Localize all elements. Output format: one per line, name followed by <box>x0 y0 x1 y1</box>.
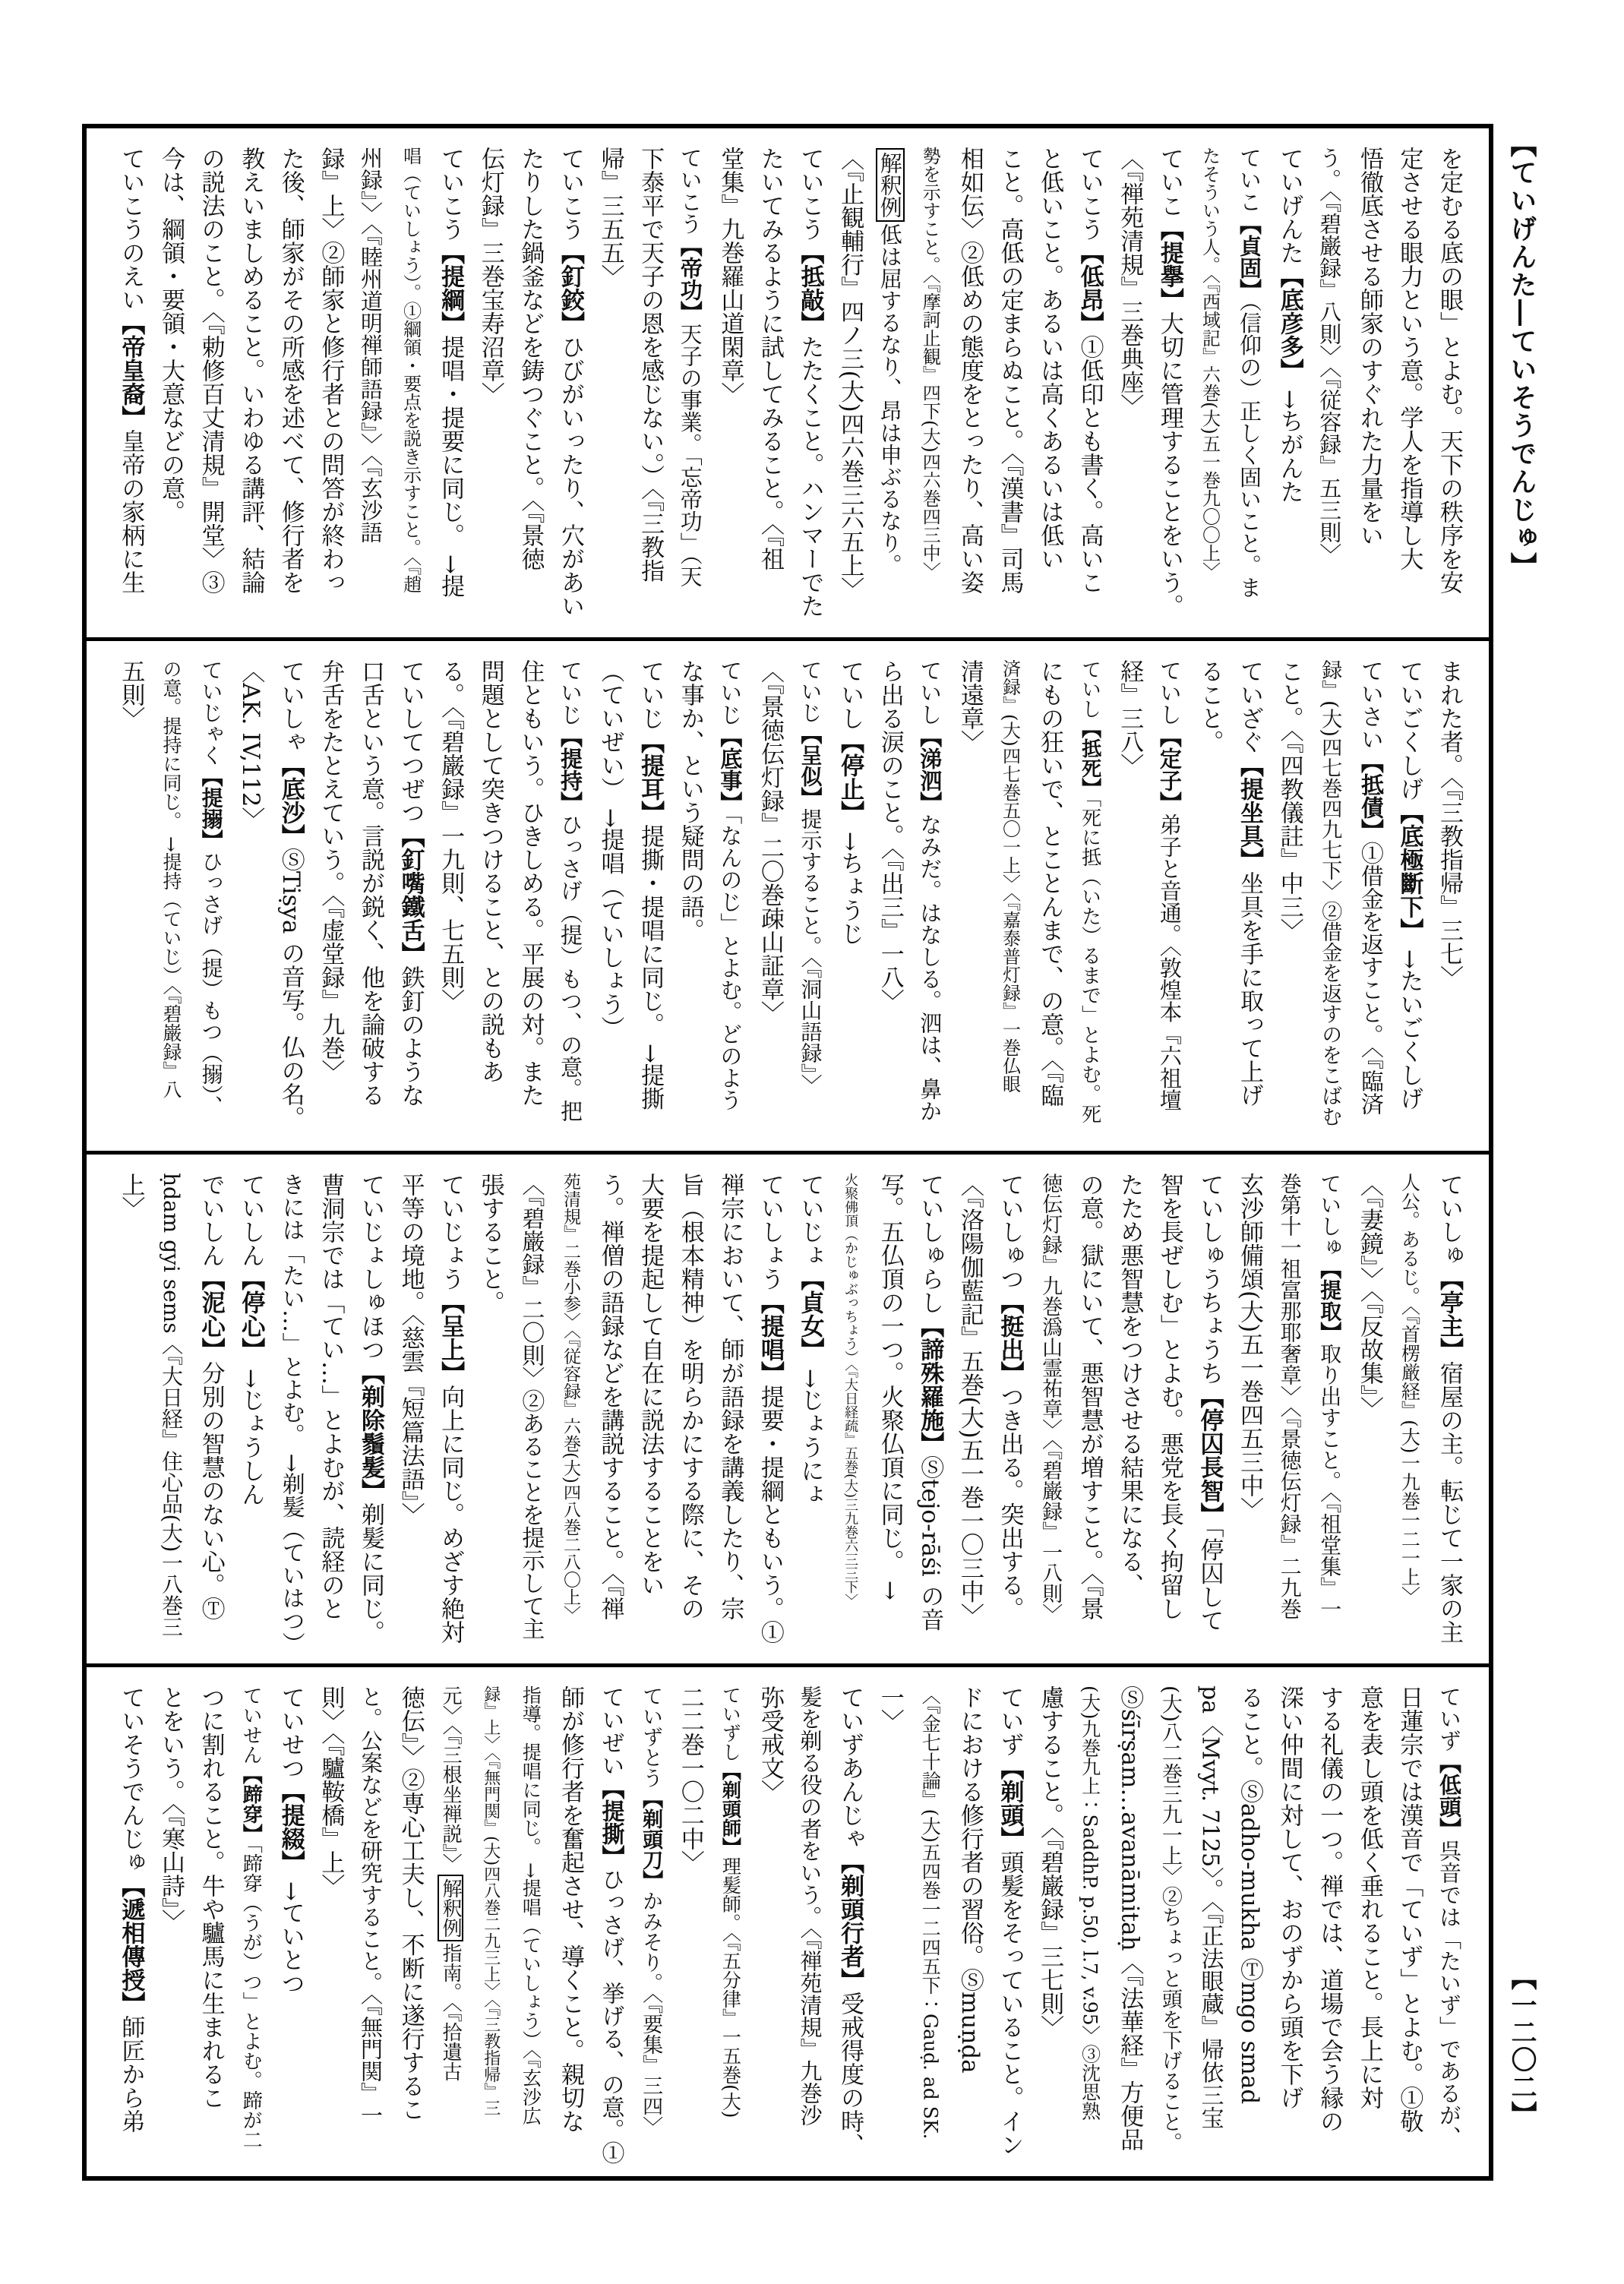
text-column: 髪を剃る役の者をいう。〈『禅苑清規』九巻沙 <box>797 1685 823 2126</box>
text-column: 録』上〉②師家と修行者との問答が終わっ <box>317 147 345 594</box>
text-column: たいてみるように試してみること。〈『祖 <box>756 147 784 570</box>
text-column: 口舌という意。言説が鋭く、他を論破する <box>356 659 384 1107</box>
text-column: ていこ【提擧】大切に管理することをいう。 <box>1155 147 1183 618</box>
text-column: pa〈Mvyt. 7125〉。〈『正法眼蔵』帰依三宝 <box>1196 1685 1224 2129</box>
text-column: 清遠章〉 <box>956 659 984 754</box>
text-column: 指導。提唱に同じ。 →提唱（ていしょう）〈『玄沙広 <box>520 1685 542 2125</box>
text-column: ていしん【停心】 →じょうしん <box>237 1172 265 1506</box>
text-column: ていずし【剃頭師】理髪師。〈『五分律』一五巻(大) <box>719 1685 742 2118</box>
text-column: 弁舌をたとえていう。〈『虚堂録』九巻〉 <box>317 659 345 1084</box>
page-number: 【一二〇二】 <box>1506 1964 1537 2128</box>
text-column: 写。五仏頂の一つ。火聚仏頂に同じ。 → <box>876 1172 904 1600</box>
text-column: ていし【抵死】「死に抵（いた）るまで」とよむ。死 <box>1078 659 1101 1124</box>
text-column: Ⓢśīrṣam…avanāmitaḥ〈『法華経』方便品 <box>1116 1685 1144 2151</box>
text-column: とをいう。〈『寒山詩』〉 <box>157 1685 185 1933</box>
text-column: ていず【低頭】呉音では「たいず」であるが、 <box>1436 1685 1462 2148</box>
text-column: 定させる眼力という意。学人を指導し大 <box>1395 147 1423 570</box>
text-column: 録』(大)四七巻四九七下〉②借金を返すのをこばむ <box>1318 659 1342 1127</box>
text-column: ていずとう【剃頭刀】かみそり。〈『要集』三四〉 <box>639 1685 663 2137</box>
text-column: 巻第十一祖富那耶奢章〉〈『景徳伝灯録』二九巻 <box>1277 1172 1303 1619</box>
text-column: ていしてつぜつ【釘嘴鐵舌】鉄釘のような <box>397 659 425 1107</box>
text-column: 下泰平で天子の恩を感じない。）〈『三教指 <box>637 147 665 583</box>
running-head-guide-words: 【ていげんた―ていそうでんじゅ】 <box>1506 131 1537 580</box>
text-column: 経』三八〉 <box>1116 659 1144 778</box>
text-column: 苑清規』二巻小参〉〈『従容録』六巻(大)四八巻二八〇上〉 <box>560 1172 580 1623</box>
text-column: ていしゅ【提取】取り出すこと。〈『祖堂集』一 <box>1317 1172 1343 1619</box>
text-column: ていこう【低昂】①低印とも書く。高いこ <box>1076 147 1104 594</box>
text-column: ていし【定子】弟子と音通。〈敦煌本『六祖壇 <box>1156 659 1183 1111</box>
text-column: ていさい【抵債】①借金を返すこと。〈『臨済 <box>1356 659 1383 1116</box>
text-column: ていじょう【呈上】向上に同じ。めざす絶対 <box>437 1172 465 1644</box>
text-column: 教えいましめること。いわゆる講評、結論 <box>237 147 265 594</box>
text-column: つに割れること。牛や驢馬に生まれるこ <box>197 1685 225 2109</box>
text-column: 唱（ていしょう）。①綱領・要点を説き示すこと。〈『趙 <box>400 147 422 593</box>
text-column: ていしゅ【亭主】宿屋の主。転じて一家の主 <box>1436 1172 1463 1644</box>
band-2 <box>87 641 1489 1154</box>
text-column: 録』上〉〈『無門関』(大)四八巻二九三上〉〈『三教指帰』三 <box>481 1685 501 2116</box>
text-column: 曹洞宗では「てい…」とよむが、読経のと <box>317 1172 345 1620</box>
text-column: 玄沙師備頌(大)五一巻四五三中〉 <box>1236 1172 1264 1521</box>
text-column: 済録』(大)四七巻五〇一上〉〈『嘉泰普灯録』一巻仏眼 <box>999 659 1021 1093</box>
text-column: 大要を提起して自在に説法することをい <box>637 1172 665 1597</box>
text-column: (大)九巻九上：SaddhP. p.50, l.7, v.95〉③沈思熟 <box>1079 1685 1101 2121</box>
text-column: ていず【剃頭】頭髪をそっていること。イン <box>996 1685 1024 2156</box>
text-column: ていこう【抵敲】たたくこと。ハンマーでた <box>796 147 824 618</box>
text-column: ていじ【提持】ひっさげ（提）もつ、の意。把 <box>557 659 583 1123</box>
text-column: ていしゃ【底沙】ⓈTiṣya の音写。仏の名。 <box>276 659 305 1130</box>
text-column: 悟徹底させる師家のすぐれた力量をい <box>1355 147 1383 547</box>
text-column: 人公。あるじ。〈『首楞厳経』(大)一九巻一二一上〉 <box>1398 1172 1421 1606</box>
text-column: ていこう【帝功】天子の事業。「忘帝功」（天 <box>677 147 703 587</box>
text-column: ていずあんじゃ【剃頭行者】受戒得度の時、 <box>836 1685 864 2156</box>
text-column: ていこう【釘鉸】ひびがいったり、穴があい <box>556 147 584 618</box>
text-column: こと。〈『四教儀註』中三〉 <box>1275 659 1303 943</box>
text-column: ていこう【提綱】提唱・提要に同じ。 →提 <box>437 147 465 598</box>
text-column: 帰』三五五〉 <box>596 147 624 288</box>
text-column: 上〉 <box>117 1172 145 1220</box>
text-column: 相如伝〉②低めの態度をとったり、高い姿 <box>956 147 984 594</box>
text-column: ḥdam gyi sems〈『大日経』住心品(大)一八巻三 <box>159 1172 184 1637</box>
text-column: たそういう人。〈『西域記』六巻(大)五一巻九〇〇上〉 <box>1199 147 1221 580</box>
text-column: (大)八二巻三九一上〉②ちょっと頭を下げること。 <box>1158 1685 1182 2153</box>
text-column: と。公案などを研究すること。〈『無門関』一 <box>357 1685 384 2126</box>
text-column: 元〉〈『三根坐禅説』〉解釈例指南。〈『拾遺古 <box>439 1685 463 2081</box>
text-column: にもの狂いで、とことんまで、の意。〈『臨 <box>1036 659 1064 1107</box>
text-column: ていそうでんじゅ【遞相傳授】師匠から弟 <box>117 1685 145 2133</box>
text-column: 火聚佛頂（かじゅぶっちょう）〈『大日経疏』五巻(大)三九巻六三三下〉 <box>842 1172 859 1607</box>
text-column: う。禅僧の語録などを講説すること。〈『禅 <box>596 1172 624 1620</box>
text-column: 意を表し頭を低く垂れること。長上に対 <box>1355 1685 1383 2109</box>
text-column: た後、師家がその所感を述べて、修行者を <box>276 147 305 594</box>
text-column: ていし【停止】 →ちょうじ <box>836 659 864 946</box>
text-column: 師が修行者を奮起させ、導くこと。親切な <box>556 1685 584 2133</box>
text-column: な事か、という疑問の語。 <box>676 659 704 943</box>
text-column: 旨（根本精神）を明らかにする際に、その <box>676 1172 704 1620</box>
text-column: ていじ【呈似】提示すること。〈『洞山語録』〉 <box>798 659 823 1096</box>
text-column: ていじょ【貞女】 →じょうにょ <box>796 1172 824 1506</box>
text-column: 一〉 <box>876 1685 904 1733</box>
text-column: ていしゅつ【挺出】つき出る。突出する。 <box>996 1172 1024 1620</box>
band-1 <box>87 128 1489 641</box>
text-column: 〈『止観輔行』四ノ三(大)四六巻三六五上〉 <box>836 147 864 601</box>
text-column: 五則〉 <box>117 659 145 731</box>
text-column: 徳伝』〉②専心工夫し、不断に遂行するこ <box>397 1685 425 2121</box>
text-column: 〈『洛陽伽藍記』五巻(大)五一巻一〇三中〉 <box>956 1172 984 1627</box>
text-column: 智を長ぜしむ」とよむ。悪党を長く拘留し <box>1155 1172 1183 1620</box>
text-column: ていざぐ【提坐具】坐具を手に取って上げ <box>1236 659 1264 1107</box>
text-column: 禅宗において、師が語録を講義したり、宗 <box>716 1172 744 1620</box>
text-column: の意。提持に同じ。 →提持（ていじ）〈『碧巌録』八 <box>160 659 182 1100</box>
text-column: 深い仲間に対して、おのずから頭を下げ <box>1275 1685 1303 2109</box>
text-column: う。〈『碧巌録』八則〉〈『従容録』五三則〉 <box>1316 147 1343 565</box>
text-column: 伝灯録』三巻宝寿沼章〉 <box>476 147 504 406</box>
text-column: と低いこと。あるいは高くあるいは低い <box>1036 147 1064 570</box>
text-column: ていじ【底事】「なんのじ」とよむ。どのよう <box>717 659 744 1111</box>
text-column: ドにおける修行者の習俗。Ⓢmuṇḍa <box>956 1685 984 2074</box>
text-column: 日蓮宗では漢音で「ていず」とよむ。①敬 <box>1395 1685 1423 2133</box>
text-box <box>82 124 1493 2181</box>
text-column: 張すること。 <box>476 1172 504 1314</box>
text-column: ら出る涙のこと。〈『出三』一八〉 <box>876 659 904 1013</box>
text-column: まれた者。〈『三教指帰』三七〉 <box>1436 659 1463 990</box>
text-column: 〈『碧巌録』二〇則〉②あることを提示して主 <box>517 1172 545 1640</box>
text-column: 今は、綱領・要領・大意などの意。 <box>157 147 185 523</box>
interpretation-example-label: 解釈例 <box>876 148 905 222</box>
text-column: ていこ【貞固】（信仰の）正しく固いこと。ま <box>1237 147 1263 599</box>
text-column: を定むる底の眼」とよむ。天下の秩序を安 <box>1436 147 1463 594</box>
text-column: ること。Ⓢadho-mukha Ⓣmgo smad <box>1236 1685 1264 2105</box>
text-column: きには「たい…」とよむ。 →剃髪（ていはつ） <box>277 1172 305 1655</box>
text-column: ていしゅうちょうち【停囚長智】「停囚して <box>1196 1172 1224 1632</box>
text-column: ていじ【提耳】提撕・提唱に同じ。 →提撕 <box>637 659 665 1111</box>
text-column: 慮すること。〈『碧巌録』三七則〉 <box>1036 1685 1064 2039</box>
text-column: ていせつ【提綴】 →ていとつ <box>276 1685 305 1995</box>
text-column: の意。獄にいて、悪智慧が増すこと。〈『景 <box>1076 1172 1104 1620</box>
text-column: （ていぜい） →提唱（ていしょう） <box>596 659 624 1041</box>
interpretation-example-label: 解釈例 <box>438 1875 463 1941</box>
text-column: ていし【涕泗】なみだ。はなしる。泗は、鼻か <box>917 659 943 1123</box>
text-column: 徳伝灯録』九巻潙山霊祐章〉〈『碧巌録』一八則〉 <box>1038 1172 1063 1624</box>
text-column: でいしん【泥心】分別の智慧のない心。Ⓣ <box>197 1172 225 1620</box>
text-column: ていじゃく【提搦】ひっさげ（提）もつ（搦）、 <box>198 659 224 1117</box>
text-column: こと。高低の定まらぬこと。〈『漢書』司馬 <box>996 147 1024 594</box>
text-column: の説法のこと。〈『勅修百丈清規』開堂〉③ <box>197 147 225 594</box>
text-column: 〈AK. IV,112〉 <box>237 659 265 831</box>
band-4 <box>87 1667 1489 2176</box>
text-column: ていげんた【底彦多】 →ちがんた <box>1275 147 1303 504</box>
text-column: 問題として突きつけること、との説もあ <box>476 659 504 1084</box>
text-column: 〈『禅苑清規』三巻典座〉 <box>1116 147 1144 418</box>
text-column: 平等の境地。〈慈雲『短篇法語』〉 <box>397 1172 425 1526</box>
text-column: 二二巻一〇二中〉 <box>676 1685 704 1874</box>
text-column: 則〉〈『驢鞍橋』上〉 <box>317 1685 345 1897</box>
text-column: ていしょう【提唱】提要・提綱ともいう。① <box>756 1172 784 1644</box>
text-column: する礼儀の一つ。禅では、道場で会う縁の <box>1316 1685 1344 2133</box>
text-column: ていぜい【提撕】ひっさげ、挙げる、の意。① <box>597 1685 624 2164</box>
text-column: ていこうのえい【帝皇裔】皇帝の家柄に生 <box>117 147 145 594</box>
text-column: 州録』〉〈『睦州道明禅師語録』〉〈『玄沙語 <box>357 147 384 543</box>
text-column: 堂集』九巻羅山道閑章〉 <box>716 147 744 406</box>
text-column: 解釈例低は屈するなり、昂は申ぶるなり。 <box>870 147 910 624</box>
text-column: 〈『妻鏡』〉〈『反故集』〉 <box>1355 1172 1383 1420</box>
text-column: 勢を示すこと。〈『摩訶止観』四下(大)四六巻四三中〉 <box>919 147 941 580</box>
text-column: たため悪智慧をつけさせる結果になる、 <box>1116 1172 1144 1597</box>
text-column: る。〈『碧巌録』一九則、七五則〉 <box>437 659 465 1013</box>
text-column: 〈『景徳伝灯録』二〇巻疎山証章〉 <box>756 659 784 1025</box>
text-column: 弥受戒文〉 <box>756 1685 784 1803</box>
band-3 <box>87 1155 1489 1667</box>
text-column: ること。 <box>1196 659 1224 754</box>
text-column: ていじょしゅほつ【剃除鬚髪】剃髪に同じ。 <box>356 1172 384 1644</box>
text-column: たりした鍋釜などを鋳つぐこと。〈『景徳 <box>517 147 545 570</box>
text-column: ていせん【蹄穿】「蹄穿（うが）つ」とよむ。蹄が二 <box>239 1685 263 2150</box>
text-column: ていごくしげ【底極斷下】 →たいごくしげ <box>1395 659 1423 1111</box>
text-column: 〈『金七十論』(大)五四巻一二四五下：Gauḍ. ad SK. <box>919 1685 942 2140</box>
text-column: 住ともいう。ひきしめる。平展の対。また <box>517 659 545 1107</box>
text-column: ていしゅらし【諦殊羅施】Ⓢtejo-rāśi の音 <box>916 1172 944 1632</box>
